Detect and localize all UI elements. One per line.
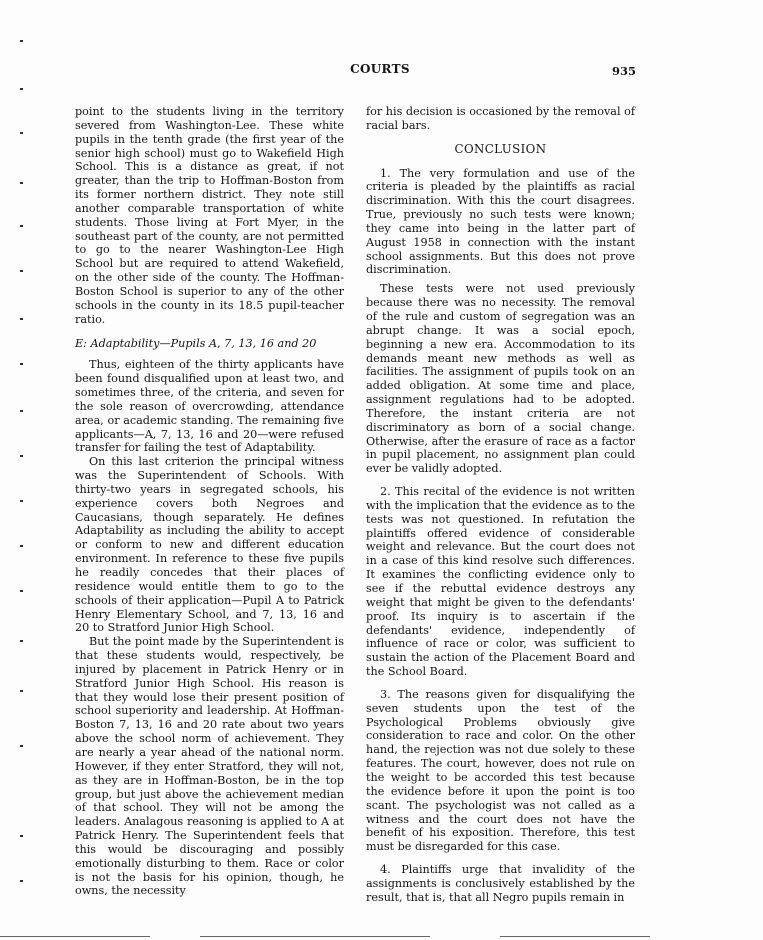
right-paragraph-6: 4. Plaintiffs urge that invalidity of the assignments is conclusively established by the result, that is, that all Negro pupils remain in — [366, 863, 635, 904]
scan-mark — [20, 88, 23, 90]
scan-mark — [20, 835, 23, 837]
right-paragraph-2: 1. The very formulation and use of the criteria is pleaded by the plaintiffs as racial discrimination. With this the court disagrees. True, previously no such tests were known; they came into being in the latter part of August 1958 in connection with the instant school assignments. But this does not prove discrimination. — [366, 166, 635, 277]
scan-mark — [20, 410, 23, 412]
left-paragraph-4: But the point made by the Superintendent is that these students would, respectively, be injured by placement in Patrick Henry or in Stratford Junior High School. His reason is that they would lose their present position of school superiority and leadership. At Hoffman-Boston 7, 13, 16 and 20 rate about two years above the school norm of achievement. They are nearly a year ahead of the national norm. However, if they enter Stratford, they will not, as they are in Hoffman-Boston, be in the top group, but just above the achievement median of that school. They will not be among the leaders. Analagous reasoning is applied to A at Patrick Henry. The Superintendent feels that this would be discouraging and possibly emotionally disturbing to them. Race or color is not the basis for his opinion, though, he owns, the necessity — [75, 635, 344, 898]
bottom-scan-line — [0, 936, 150, 937]
left-paragraph-3: On this last criterion the principal witness was the Superintendent of Schools. With thirty-two years in segregated schools, his experience covers both Negroes and Caucasians, though separately. He defines Adaptability as including the ability to accept or conform to new and different education environment. In reference to these five pupils he readily concedes that their places of residence would entitle them to go to the schools of their application—Pupil A to Patrick Henry Elementary School, and 7, 13, 16 and 20 to Stratford Junior High School. — [75, 455, 344, 635]
right-paragraph-5: 3. The reasons given for disqualifying the seven students upon the test of the Psychological Problems obviously give consideration to race and color. On the other hand, the rejection was not due solely to these features. The court, however, does not rule on the weight to be accorded this test because the evidence before it upon the point is too scant. The psychologist was not called as a witness and the court does not have the benefit of his exposition. Therefore, this test must be disregarded for this case. — [366, 687, 635, 854]
scan-mark — [20, 132, 23, 134]
right-paragraph-1: for his decision is occasioned by the removal of racial bars. — [366, 105, 635, 132]
scan-mark — [20, 690, 23, 692]
scan-mark — [20, 590, 23, 592]
running-head — [0, 62, 763, 78]
scan-mark — [20, 640, 23, 642]
running-title: COURTS — [350, 62, 410, 76]
bottom-scan-line — [500, 936, 650, 937]
section-heading-conclusion: CONCLUSION — [454, 141, 547, 156]
scan-mark — [20, 880, 23, 882]
scan-mark — [20, 182, 23, 184]
scan-mark — [20, 40, 23, 42]
left-paragraph-1: point to the students living in the territory severed from Washington-Lee. These white pupils in the tenth grade (the first year of the senior high school) must go to Wakefield High School. This is a distance as great, if not greater, than the trip to Hoffman-Boston from its former northern district. They note still another comparable transportation of white students. Those living at Fort Myer, in the southeast part of the county, are not permitted to go to the nearer Washington-Lee High School but are required to attend Wakefield, on the other side of the county. The Hoffman-Boston School is superior to any of the other schools in the county in its 18.5 pupil-teacher ratio. — [75, 105, 344, 326]
scan-mark — [20, 318, 23, 320]
left-paragraph-2: Thus, eighteen of the thirty applicants have been found disqualified upon at least two, and sometimes three, of the criteria, and seven for the sole reason of overcrowding, attendance area, or academic standing. The remaining five applicants—A, 7, 13, 16 and 20—were refused transfer for failing the test of Adaptability. — [75, 358, 344, 455]
left-column — [75, 105, 344, 898]
scan-mark — [20, 270, 23, 272]
bottom-scan-line — [200, 936, 430, 937]
right-paragraph-3: These tests were not used previously because there was no necessity. The removal of the rule and custom of segregation was an abrupt change. It was a social epoch, beginning a new era. Accommodation to its demands meant new methods as well as facilities. The assignment of pupils took on an added obligation. At some time and place, assignment regulations had to be adopted. Therefore, the instant criteria are not discriminatory as born of a social change. Otherwise, after the erasure of race as a factor in pupil placement, no assignment plan could ever be validly adopted. — [366, 282, 635, 476]
scan-mark — [20, 363, 23, 365]
scan-mark — [20, 745, 23, 747]
scan-mark — [20, 500, 23, 502]
subheading-adaptability: E: Adaptability—Pupils A, 7, 13, 16 and 20 — [75, 336, 317, 350]
scan-mark — [20, 545, 23, 547]
scan-mark — [20, 455, 23, 457]
page-number: 935 — [611, 64, 636, 78]
right-column — [366, 105, 635, 905]
right-paragraph-4: 2. This recital of the evidence is not written with the implication that the evidence as to the tests was not questioned. In refutation the plaintiffs offered evidence of considerable weight and relevance. But the court does not in a case of this kind resolve such differences. It examines the conflicting evidence only to see if the rebuttal evidence destroys any weight that might be given to the defendants' proof. Its inquiry is to ascertain if the defendants' evidence, independently of influence of race or color, was sufficient to sustain the action of the Placement Board and the School Board. — [366, 485, 635, 679]
scan-mark — [20, 225, 23, 227]
